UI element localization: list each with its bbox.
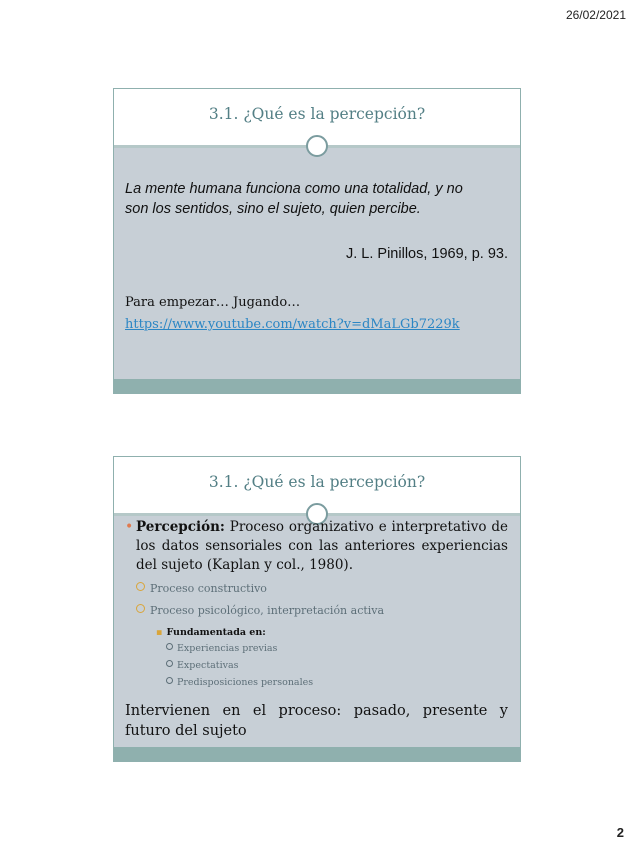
- slide-2: [108, 450, 526, 768]
- slide-1-title: 3.1. ¿Qué es la percepción?: [208, 105, 426, 123]
- list-item-label: Experiencias previas: [177, 643, 278, 654]
- slide-2-title: 3.1. ¿Qué es la percepción?: [208, 473, 426, 491]
- circle-bullet-icon: [166, 677, 173, 684]
- page-number: 2: [616, 825, 624, 840]
- sub-item-label: Proceso constructivo: [150, 582, 267, 595]
- circle-bullet-icon: [166, 660, 173, 667]
- ring-ornament-icon: [306, 135, 328, 157]
- quote-line-1: La mente humana funciona como una totalidad, y no: [125, 181, 463, 197]
- definition-text: Proceso organizativo e interpretativo de los datos sensoriales con las anteriores experiencias del sujeto (Kaplan y col., 1980).: [136, 519, 508, 573]
- definition-term: Percepción:: [136, 519, 225, 535]
- video-link[interactable]: https://www.youtube.com/watch?v=dMaLGb7229k: [125, 317, 460, 332]
- circle-bullet-icon: [136, 582, 145, 591]
- circle-bullet-icon: [136, 604, 145, 613]
- slide-2-footer-band: [114, 747, 520, 761]
- sub-item-label: Proceso psicológico, interpretación activa: [150, 604, 385, 617]
- slide-1: [108, 82, 526, 400]
- list-item-label: Predisposiciones personales: [177, 677, 314, 688]
- slide-1-quote: [125, 179, 508, 219]
- sub-item-constructive: [136, 582, 267, 595]
- list-item-label: Expectativas: [177, 660, 239, 671]
- print-date: 26/02/2021: [565, 8, 626, 22]
- quote-line-2: son los sentidos, sino el sujeto, quien percibe.: [125, 201, 421, 217]
- definition-paragraph: [125, 518, 508, 575]
- intro-text: Para empezar… Jugando…: [125, 295, 301, 310]
- based-on-heading: [156, 627, 266, 638]
- quote-source: J. L. Pinillos, 1969, p. 93.: [345, 246, 508, 262]
- bullet-icon: •: [125, 519, 134, 535]
- slide-1-frame: [113, 88, 521, 394]
- list-item: [166, 643, 277, 654]
- list-item: [166, 660, 239, 671]
- circle-bullet-icon: [166, 643, 173, 650]
- slide-1-footer-band: [114, 379, 520, 393]
- slide-2-frame: [113, 456, 521, 762]
- square-bullet-icon: ▪: [156, 627, 163, 638]
- closing-paragraph: Intervienen en el proceso: pasado, presente y futuro del sujeto: [125, 703, 508, 739]
- based-on-label: Fundamentada en:: [166, 627, 266, 638]
- list-item: [166, 677, 313, 688]
- sub-item-psychological: [136, 604, 384, 617]
